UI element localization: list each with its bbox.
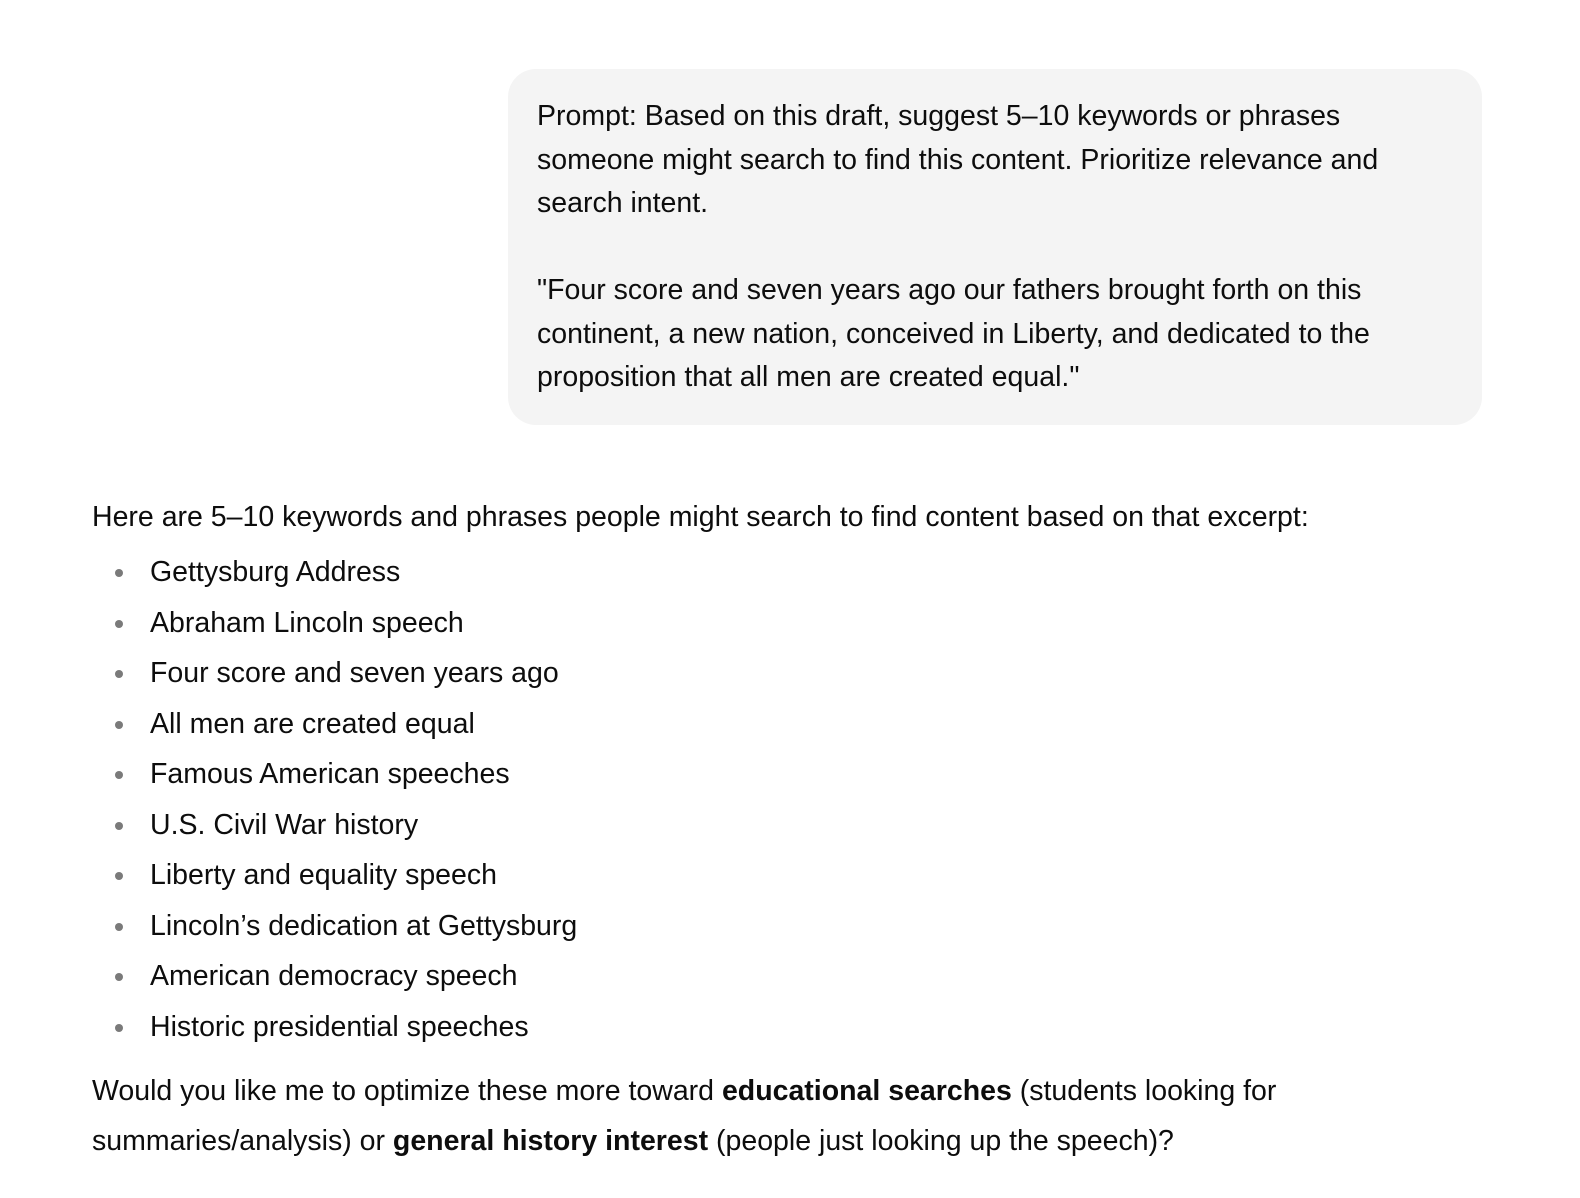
closing-text-part2: (students looking for summaries/analysis) or bbox=[92, 1075, 1277, 1157]
list-item bbox=[92, 901, 1512, 952]
bullet-icon bbox=[115, 620, 123, 628]
bullet-icon bbox=[115, 670, 123, 678]
keyword-text: Liberty and equality speech bbox=[150, 859, 497, 891]
bullet-icon bbox=[115, 923, 123, 931]
bullet-icon bbox=[115, 872, 123, 880]
user-message-bubble bbox=[508, 69, 1482, 425]
keyword-text: U.S. Civil War history bbox=[150, 808, 419, 841]
keyword-text: Famous American speeches bbox=[150, 758, 510, 790]
keyword-text: Historic presidential speeches bbox=[150, 1010, 529, 1043]
closing-text-part3: (people just looking up the speech)? bbox=[708, 1125, 1174, 1157]
keyword-text: Abraham Lincoln speech bbox=[150, 606, 464, 639]
bullet-icon bbox=[115, 569, 123, 577]
keyword-text: Lincoln’s dedication at Gettysburg bbox=[150, 909, 578, 942]
bullet-icon bbox=[115, 1024, 123, 1032]
assistant-message bbox=[92, 498, 1512, 1166]
closing-bold-educational: educational searches bbox=[721, 1075, 1012, 1107]
bullet-icon bbox=[115, 822, 123, 830]
keyword-text: All men are created equal bbox=[150, 707, 475, 740]
list-item bbox=[92, 699, 1512, 750]
bullet-icon bbox=[115, 973, 123, 981]
keyword-list bbox=[92, 547, 1512, 1052]
closing-text-part1: Would you like me to optimize these more toward bbox=[92, 1075, 722, 1107]
list-item bbox=[92, 547, 1512, 598]
assistant-intro-text: Here are 5–10 keywords and phrases people might search to find content based on that excerpt: bbox=[92, 501, 1309, 533]
bullet-icon bbox=[115, 771, 123, 779]
keyword-text: Four score and seven years ago bbox=[150, 657, 559, 689]
list-item bbox=[92, 850, 1512, 901]
assistant-closing-question bbox=[92, 1066, 1422, 1166]
closing-bold-general-history: general history interest bbox=[392, 1125, 709, 1157]
list-item bbox=[92, 749, 1512, 800]
list-item bbox=[92, 800, 1512, 851]
list-item bbox=[92, 951, 1512, 1002]
list-item bbox=[92, 1002, 1512, 1053]
bullet-icon bbox=[115, 721, 123, 729]
list-item bbox=[92, 648, 1512, 699]
keyword-text: American democracy speech bbox=[150, 960, 518, 992]
user-quote-text: "Four score and seven years ago our fathers brought forth on this continent, a new nation, conceived in Liberty, and dedicated to the proposition that all men are created equal." bbox=[537, 274, 1370, 393]
list-item bbox=[92, 598, 1512, 649]
keyword-text: Gettysburg Address bbox=[150, 556, 401, 588]
user-prompt-text: Prompt: Based on this draft, suggest 5–10 keywords or phrases someone might search to find this content. Prioritize relevance and search intent. bbox=[537, 100, 1379, 219]
